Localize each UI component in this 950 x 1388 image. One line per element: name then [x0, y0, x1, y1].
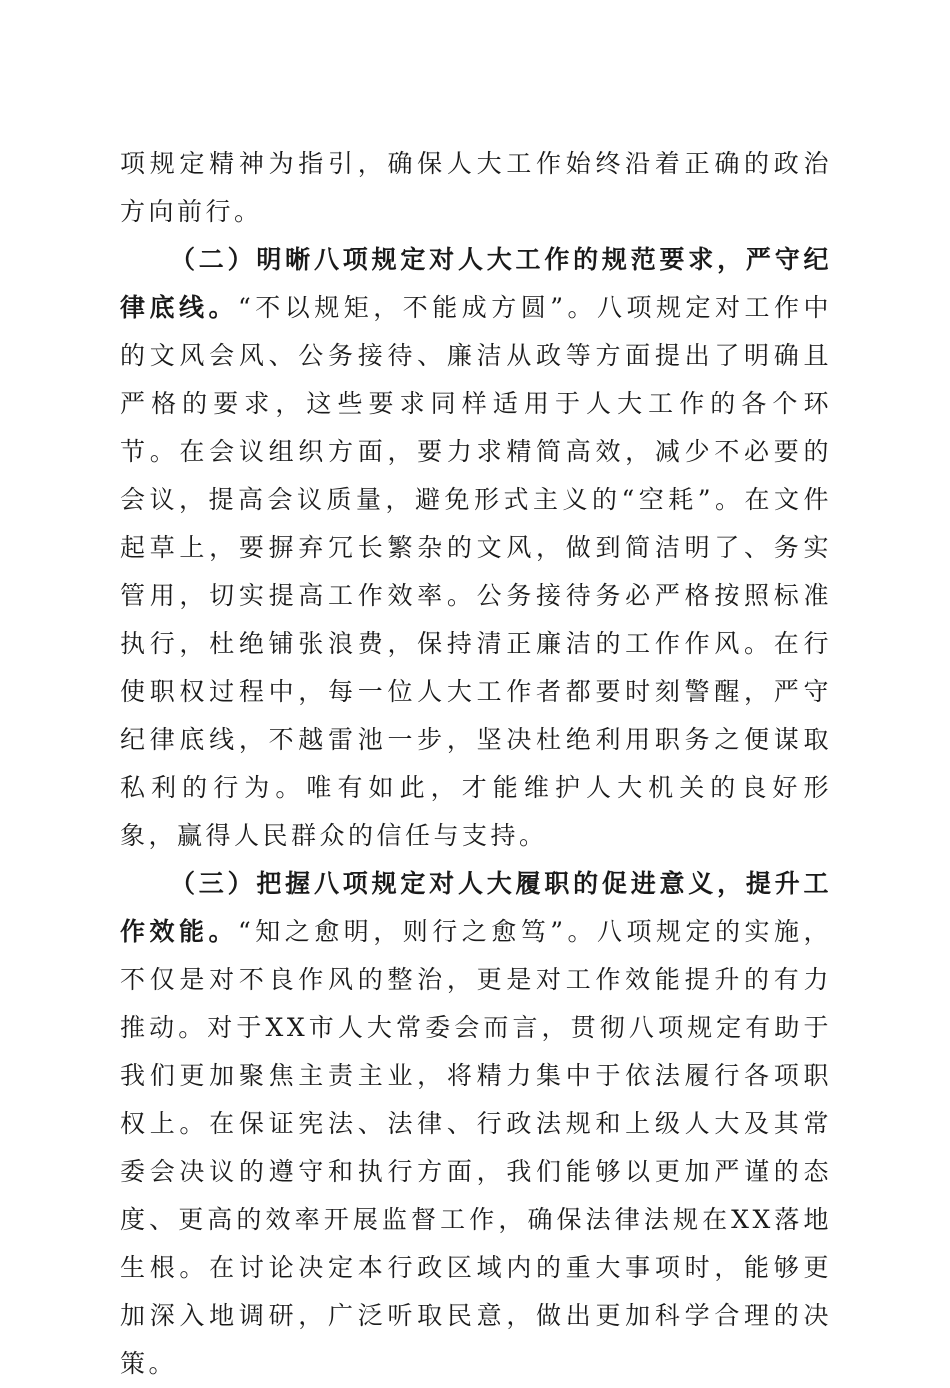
- paragraph-text: “不以规矩，不能成方圆”。八项规定对工作中的文风会风、公务接待、廉洁从政等方面提出了明确且严格的要求，这些要求同样适用于人大工作的各个环节。在会议组织方面，要力求精简高效，减少不必要的会议，提高会议质量，避免形式主义的“空耗”。在文件起草上，要摒弃冗长繁杂的文风，做到简洁明了、务实管用，切实提高工作效率。公务接待务必严格按照标准执行，杜绝铺张浪费，保持清正廉洁的工作作风。在行使职权过程中，每一位人大工作者都要时刻警醒，严守纪律底线，不越雷池一步，坚决杜绝利用职务之便谋取私利的行为。唯有如此，才能维护人大机关的良好形象，赢得人民群众的信任与支持。: [120, 293, 832, 850]
- paragraph-text: 项规定精神为指引，确保人大工作始终沿着正确的政治方向前行。: [120, 149, 832, 226]
- section-heading: （二）明晰八项规定对人大工作的规范要求，严守纪律底线。: [120, 245, 832, 322]
- paragraph-section-3: [120, 860, 832, 1388]
- paragraph-section-2: [120, 236, 832, 860]
- paragraph-text: “知之愈明，则行之愈笃”。八项规定的实施，不仅是对不良作风的整治，更是对工作效能提升的有力推动。对于XX市人大常委会而言，贯彻八项规定有助于我们更加聚焦主责主业，将精力集中于依法履行各项职权上。在保证宪法、法律、行政法规和上级人大及其常委会决议的遵守和执行方面，我们能够以更加严谨的态度、更高的效率开展监督工作，确保法律法规在XX落地生根。在讨论决定本行政区域内的重大事项时，能够更加深入地调研，广泛听取民意，做出更加科学合理的决策。: [120, 917, 832, 1378]
- paragraph-continuation: [120, 140, 832, 236]
- section-heading: （三）把握八项规定对人大履职的促进意义，提升工作效能。: [120, 869, 832, 946]
- document-body: [120, 140, 832, 1388]
